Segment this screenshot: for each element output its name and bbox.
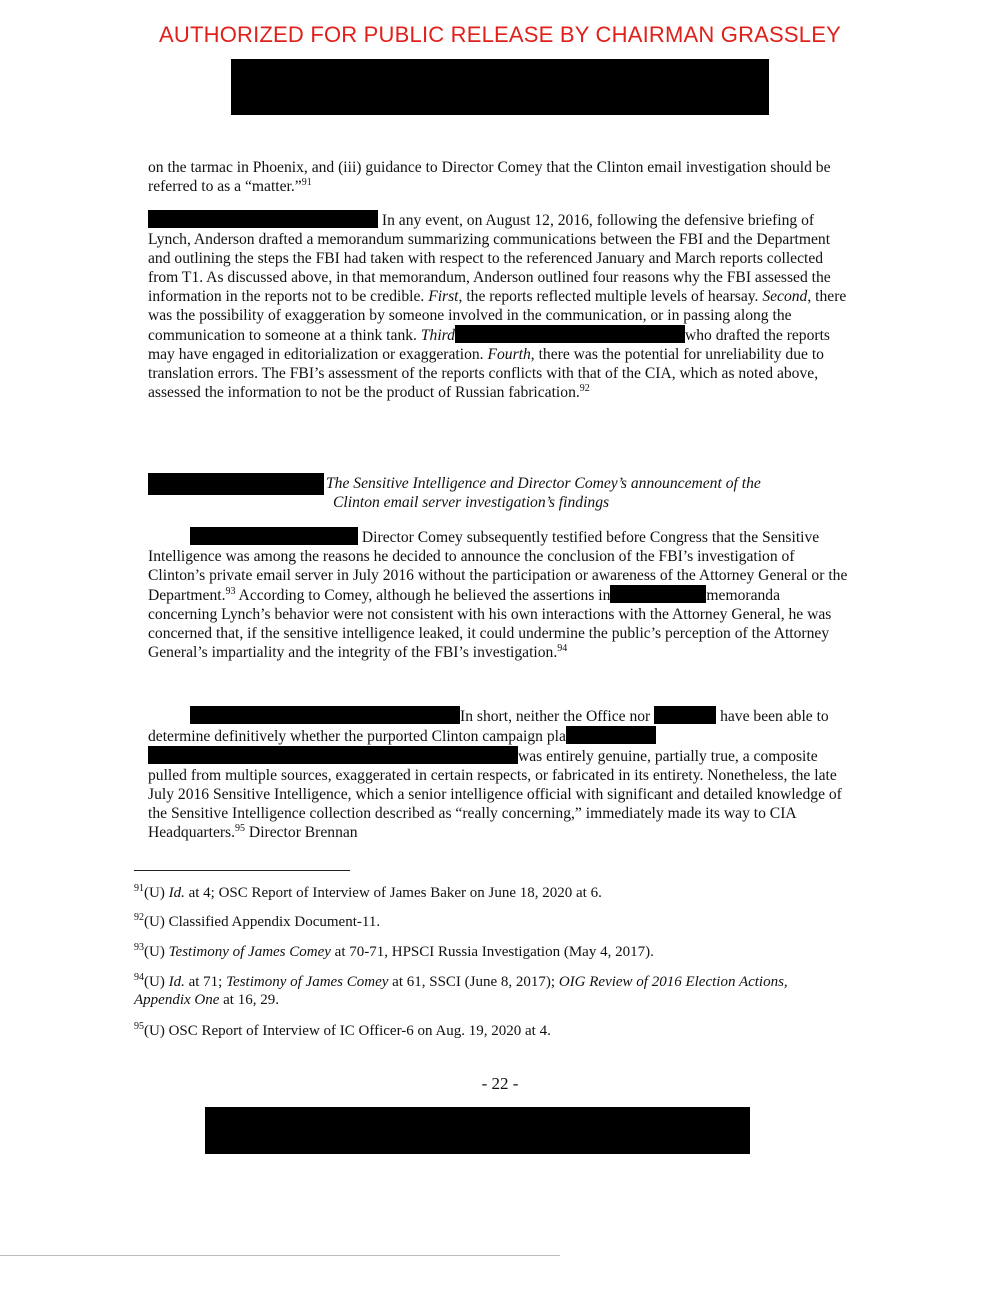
footnote-italic: Id. (168, 885, 185, 901)
paragraph-0-text: on the tarmac in Phoenix, and (iii) guidance to Director Comey that the Clinton email investigation should be referred to as a “matter.” (148, 159, 831, 195)
redaction (190, 706, 460, 724)
footnote-number: 93 (134, 942, 144, 953)
footnote-ref-93: 93 (225, 586, 236, 597)
redaction (190, 527, 358, 545)
footnote-ref-91: 91 (301, 177, 312, 188)
paragraph-1 (148, 210, 848, 402)
paragraph-2 (148, 527, 848, 662)
section-heading-line-2: Clinton email server investigation’s findings (333, 494, 610, 511)
footnote-text: (U) Classified Appendix Document-11. (144, 914, 381, 930)
footnote-text: at 61, SSCI (June 8, 2017); (388, 974, 559, 990)
footnote-ref-94: 94 (557, 643, 568, 654)
footnote-text: at 71; (184, 974, 227, 990)
footnote-text: (U) (144, 944, 169, 960)
redaction (654, 706, 716, 724)
footnote-text: at 70-71, HPSCI Russia Investigation (May 4, 2017). (330, 944, 654, 960)
paragraph-0 (148, 158, 848, 196)
footnote-number: 95 (134, 1021, 144, 1032)
paragraph-3 (148, 706, 848, 842)
footnote-italic: OIG Review of 2016 Election Actions, Appendix One (134, 974, 788, 1008)
paragraph-3-text-c: was entirely genuine, partially true, a composite pulled from multiple sources, exaggerated in certain respects, or fabricated in its entirety. Nonetheless, the late July 2016 Sensitive Intelligence, which a senior intelligence official with significant and detailed knowledge of the Sensitive Intelligence collection described as “really concerning,” immediately made its way to CIA Headquarters. (148, 748, 842, 841)
first-label: First (428, 288, 459, 305)
footnote-text: (U) OSC Report of Interview of IC Officer-6 on Aug. 19, 2020 at 4. (144, 1023, 551, 1039)
paragraph-2-text-c: memoranda concerning Lynch’s behavior were not consistent with his own interactions with the Attorney General, he was concerned that, if the sensitive intelligence leaked, it could undermine the public’s perception of the Attorney General’s impartiality and the integrity of the FBI’s investigation. (148, 587, 832, 661)
paragraph-1-text-b: , the reports reflected multiple levels of hearsay. (458, 288, 763, 305)
footnote-92 (134, 913, 834, 931)
footnote-ref-92: 92 (579, 383, 590, 394)
footnote-text: (U) (144, 885, 169, 901)
redaction-footer (205, 1107, 750, 1154)
third-label: Third (420, 327, 455, 344)
footnote-italic: Testimony of James Comey (226, 974, 389, 990)
redaction-header (231, 59, 769, 115)
footnote-91 (134, 884, 834, 902)
paragraph-1-text-a: In any event, on August 12, 2016, following the defensive briefing of Lynch, Anderson drafted a memorandum summarizing communications between the FBI and the Department and outlining the steps the FBI had taken with respect to the referenced January and March reports collected from T1. As discussed above, in that memorandum, Anderson outlined four reasons why the FBI assessed the information in the reports not to be credible. (148, 212, 831, 305)
section-heading-line-1: The Sensitive Intelligence and Director Comey’s announcement of the (326, 475, 761, 492)
redaction (610, 585, 706, 603)
redaction (455, 325, 685, 343)
fourth-label: Fourth (487, 346, 531, 363)
paragraph-1-text-c: , there was the possibility of exaggeration by someone involved in the communication, or in passing along the communication to someone at a think tank. (148, 288, 847, 344)
redaction (148, 210, 378, 228)
scan-edge-line (0, 1255, 560, 1256)
paragraph-2-text-b: According to Comey, although he believed the assertions in (235, 587, 611, 604)
footnote-italic: Id. (168, 974, 185, 990)
page-number: - 22 - (481, 1074, 519, 1093)
footnote-93 (134, 943, 834, 961)
footnote-ref-95: 95 (235, 823, 246, 834)
paragraph-3-text-d: Director Brennan (245, 824, 358, 841)
footnote-text: at 16, 29. (219, 992, 279, 1008)
second-label: Second (762, 288, 808, 305)
footnote-number: 94 (134, 972, 144, 983)
section-heading (326, 474, 846, 512)
footnote-text: at 4; OSC Report of Interview of James Baker on June 18, 2020 at 6. (184, 885, 602, 901)
paragraph-1-text-d: who drafted the reports may have engaged in editorialization or exaggeration. (148, 327, 830, 363)
redaction (566, 726, 656, 744)
footnote-number: 91 (134, 883, 144, 894)
paragraph-3-text-a: In short, neither the Office nor (460, 708, 651, 725)
redaction (148, 746, 518, 764)
release-banner: AUTHORIZED FOR PUBLIC RELEASE BY CHAIRMAN GRASSLEY (159, 22, 841, 47)
footnote-italic: Testimony of James Comey (168, 944, 331, 960)
footnote-95 (134, 1022, 834, 1040)
paragraph-3-text-b: have been able to determine definitively whether the purported Clinton campaign pla (148, 708, 829, 745)
footnote-text: (U) (144, 974, 169, 990)
paragraph-2-text-a: Director Comey subsequently testified before Congress that the Sensitive Intelligence was among the reasons he decided to announce the conclusion of the FBI’s investigation of Clinton’s private email server in July 2016 without the participation or awareness of the Attorney General or the Department. (148, 529, 848, 604)
redaction-heading (148, 473, 324, 495)
footnote-94 (134, 973, 834, 1009)
footnote-number: 92 (134, 912, 144, 923)
paragraph-1-text-e: , there was the potential for unreliability due to translation errors. The FBI’s assessment of the reports conflicts with that of the CIA, which as noted above, assessed the information to not be the product of Russian fabrication. (148, 346, 824, 401)
footnote-divider (134, 870, 350, 871)
